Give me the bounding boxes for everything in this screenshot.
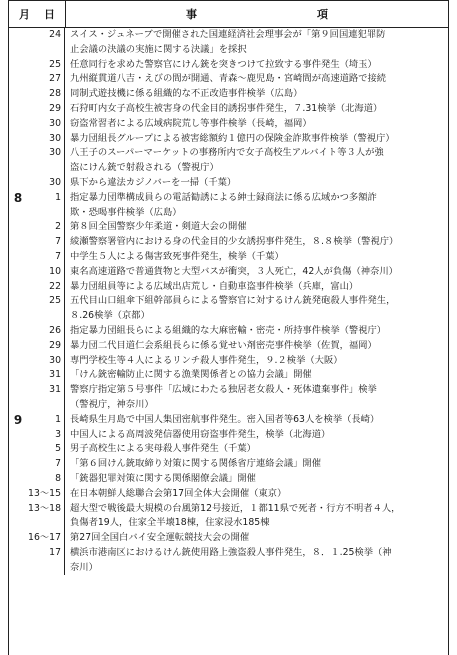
day-cell: 16～17 [27, 531, 65, 546]
table-row [9, 28, 448, 58]
day-cell: 27 [27, 72, 65, 87]
event-cell [65, 72, 448, 87]
table-row [9, 132, 448, 147]
month-cell [9, 28, 27, 58]
day-cell: 10 [27, 265, 65, 280]
day-cell: 25 [27, 294, 65, 324]
event-cell [65, 472, 448, 487]
event-text-line: 同制式遊技機に係る組織的な不正改造事件検挙（広島） [70, 88, 303, 100]
month-cell [9, 487, 27, 502]
event-text-line: 暴力団組員等による広域出店荒し・自動車盗事件検挙（兵庫，富山） [70, 280, 359, 292]
table-row [9, 472, 448, 487]
day-cell: 17 [27, 546, 65, 576]
month-cell [9, 235, 27, 250]
month-cell [9, 294, 27, 324]
day-cell: 30 [27, 354, 65, 369]
month-cell: 8 [13, 190, 23, 205]
table-row [9, 191, 448, 221]
event-text-line: 長崎県生月島で中国人集団密航事件発生。密入国者等63人を検挙（長崎） [70, 413, 380, 425]
day-cell: 24 [27, 28, 65, 58]
event-text-line: 綾瀬警察署管内における身の代金目的少女誘拐事件発生，８.８検挙（警視庁） [70, 236, 399, 248]
month-cell [9, 354, 27, 369]
day-cell: 29 [27, 102, 65, 117]
table-row [9, 368, 448, 383]
event-text-line: 暴力団二代目道仁会系組長らに係る覚せい剤密売事件検挙（佐賀，福岡） [70, 339, 377, 351]
event-header-char-1: 事 [186, 8, 197, 21]
day-cell: 28 [27, 87, 65, 102]
table-row [9, 324, 448, 339]
event-cell [65, 146, 448, 176]
event-text-line: ８.26検挙（京都） [70, 310, 150, 322]
day-cell: 8 [27, 472, 65, 487]
month-cell [9, 176, 27, 191]
table-row [9, 294, 448, 324]
event-cell [65, 58, 448, 73]
month-cell [9, 72, 27, 87]
event-text-line: 県下から違法カジノバーを一掃（千葉） [70, 176, 237, 188]
table-row [9, 487, 448, 502]
table-row [9, 235, 448, 250]
event-text-line: 任意同行を求めた警察官にけん銃を突きつけて拉致する事件発生（埼玉） [70, 58, 377, 70]
event-cell [65, 413, 448, 428]
event-cell [65, 87, 448, 102]
day-cell: 2 [27, 220, 65, 235]
event-cell [65, 176, 448, 191]
event-cell [65, 117, 448, 132]
day-cell: 30 [27, 132, 65, 147]
month-cell [9, 58, 27, 73]
event-text-line: スイス・ジュネーブで開催された国連経済社会理事会が「第９回国連犯罪防 [70, 29, 386, 40]
table-row [9, 457, 448, 472]
table-row [9, 72, 448, 87]
event-text-line: 中国人による高周波発信器使用窃盗事件発生，検挙（北海道） [70, 428, 331, 440]
table-row [9, 58, 448, 73]
table-row [9, 280, 448, 295]
table-row [9, 428, 448, 443]
event-text-line: （警視庁，神奈川） [70, 398, 154, 410]
event-text-line: 暴力団組長グループによる被害総額約１億円の保険金詐欺事件検挙（警視庁） [70, 132, 395, 144]
day-header: 日 [44, 8, 55, 21]
day-cell: 1 [27, 413, 65, 428]
month-cell [9, 546, 27, 576]
month-cell [9, 117, 27, 132]
table-header [9, 0, 448, 28]
month-cell [9, 146, 27, 176]
event-cell [65, 28, 448, 58]
table-row [9, 354, 448, 369]
table-row [9, 102, 448, 117]
month-cell [9, 132, 27, 147]
table-row [9, 176, 448, 191]
event-text-line: 警察庁指定第５号事件「広域にわたる独居老女殺人・死体遺棄事件」検挙 [70, 384, 377, 396]
event-cell [65, 442, 448, 457]
event-text-line: 欺・恐喝事件検挙（広島） [70, 206, 182, 218]
event-text-line: 超大型で戦後最大規模の台風第12号接近，１都11県で死者・行方不明者４人， [70, 502, 401, 514]
event-text-line: 窃盗常習者による広域病院荒し等事件検挙（長崎，福岡） [70, 117, 312, 129]
event-text-line: 男子高校生による実母殺人事件発生（千葉） [70, 443, 256, 455]
event-cell [65, 546, 448, 576]
table-row [9, 442, 448, 457]
event-text-line: 在日本朝鮮人総聯合会第17回全体大会開催（東京） [70, 487, 287, 499]
event-text-line: 「銃器犯罪対策に関する関係閣僚会議」開催 [70, 472, 256, 484]
event-text-line: 第８回全国警察少年柔道・剣道大会の開催 [70, 221, 247, 233]
day-cell: 5 [27, 442, 65, 457]
event-cell [65, 324, 448, 339]
event-cell [65, 428, 448, 443]
month-cell [9, 368, 27, 383]
day-cell: 3 [27, 428, 65, 443]
event-text-line: 盗にけん銃で射殺される（警視庁） [70, 162, 219, 174]
day-cell: 31 [27, 383, 65, 413]
event-cell [65, 102, 448, 117]
event-text-line: 九州縦貫道八吉・えびの間が開通、青森～鹿児島・宮崎間が高速道路で接続 [70, 73, 387, 85]
event-cell [65, 280, 448, 295]
day-cell: 22 [27, 280, 65, 295]
event-cell [65, 235, 448, 250]
month-day-header [9, 1, 66, 27]
event-text-line: 中学生５人による傷害致死事件発生，検挙（千葉） [70, 250, 284, 262]
day-cell: 30 [27, 176, 65, 191]
event-header-char-2: 項 [317, 8, 328, 21]
day-cell: 7 [27, 235, 65, 250]
month-cell [9, 280, 27, 295]
month-cell [9, 457, 27, 472]
month-header: 月 [19, 8, 30, 21]
month-cell [9, 428, 27, 443]
event-text-line: 五代目山口組傘下組幹部員らによる警察官に対するけん銃発砲殺人事件発生， [70, 295, 396, 307]
month-cell [9, 324, 27, 339]
event-text-line: 「第６回けん銃取締り対策に関する関係省庁連絡会議」開催 [70, 458, 322, 470]
month-cell [9, 531, 27, 546]
table-row [9, 146, 448, 176]
event-cell [65, 368, 448, 383]
event-cell [65, 487, 448, 502]
month-cell [9, 472, 27, 487]
table-row [9, 413, 448, 428]
month-cell [9, 502, 27, 532]
month-cell [9, 87, 27, 102]
month-cell [9, 265, 27, 280]
day-cell: 30 [27, 117, 65, 132]
table-row [9, 546, 448, 576]
event-text-line: 東名高速道路で普通貨物と大型バスが衝突，３人死亡，42人が負傷（神奈川） [70, 265, 398, 277]
event-cell [65, 457, 448, 472]
event-text-line: 専門学校生等４人によるリンチ殺人事件発生，９.２検挙（大阪） [70, 354, 343, 366]
month-cell [9, 383, 27, 413]
month-cell [9, 102, 27, 117]
day-cell: 26 [27, 324, 65, 339]
event-cell [65, 354, 448, 369]
event-cell [65, 191, 448, 221]
event-cell [65, 294, 448, 324]
event-cell [65, 250, 448, 265]
chronology-table [8, 0, 449, 655]
day-cell: 13～18 [27, 502, 65, 532]
event-text-line: 止会議の決議の実施に関する決議」を採択 [70, 43, 247, 55]
event-text-line: 「けん銃密輸防止に関する漁業関係者との協力会議」開催 [70, 369, 312, 381]
table-row [9, 339, 448, 354]
event-cell [65, 265, 448, 280]
event-text-line: 横浜市港南区におけるけん銃使用路上強盗殺人事件発生，８．１.25検挙（神 [70, 546, 392, 558]
event-cell [65, 531, 448, 546]
day-cell: 13～15 [27, 487, 65, 502]
event-text-line: 八王子のスーパーマーケットの事務所内で女子高校生アルバイト等３人が強 [70, 147, 384, 159]
table-row [9, 117, 448, 132]
day-cell: 25 [27, 58, 65, 73]
table-row [9, 383, 448, 413]
table-row [9, 531, 448, 546]
day-cell: 29 [27, 339, 65, 354]
month-cell [9, 220, 27, 235]
event-cell [65, 132, 448, 147]
day-cell: 30 [27, 146, 65, 176]
event-cell [65, 339, 448, 354]
month-cell [9, 250, 27, 265]
event-cell [65, 502, 448, 532]
event-text-line: 第27回全国白バイ安全運転競技大会の開催 [70, 532, 250, 544]
table-row [9, 502, 448, 532]
table-row [9, 220, 448, 235]
month-cell [9, 442, 27, 457]
day-cell: 31 [27, 368, 65, 383]
table-row [9, 87, 448, 102]
event-text-line: 指定暴力団準構成員らの電話勧誘による紳士録商法に係る広域かつ多額詐 [70, 191, 377, 203]
table-row [9, 250, 448, 265]
event-text-line: 石狩町内女子高校生被害身の代金目的誘拐事件発生，７.31検挙（北海道） [70, 102, 383, 114]
day-cell: 7 [27, 457, 65, 472]
event-text-line: 奈川） [70, 561, 98, 573]
event-cell [65, 383, 448, 413]
day-cell: 7 [27, 250, 65, 265]
month-cell: 9 [13, 412, 23, 427]
month-cell [9, 339, 27, 354]
event-cell [65, 220, 448, 235]
table-body [9, 28, 448, 575]
event-text-line: 負傷者19人，住家全半壊18棟，住家浸水185棟 [70, 517, 270, 529]
event-header [66, 1, 448, 27]
event-text-line: 指定暴力団組長らによる組織的な大麻密輸・密売・所持事件検挙（警視庁） [70, 324, 387, 336]
day-cell: 1 [27, 191, 65, 221]
table-row [9, 265, 448, 280]
